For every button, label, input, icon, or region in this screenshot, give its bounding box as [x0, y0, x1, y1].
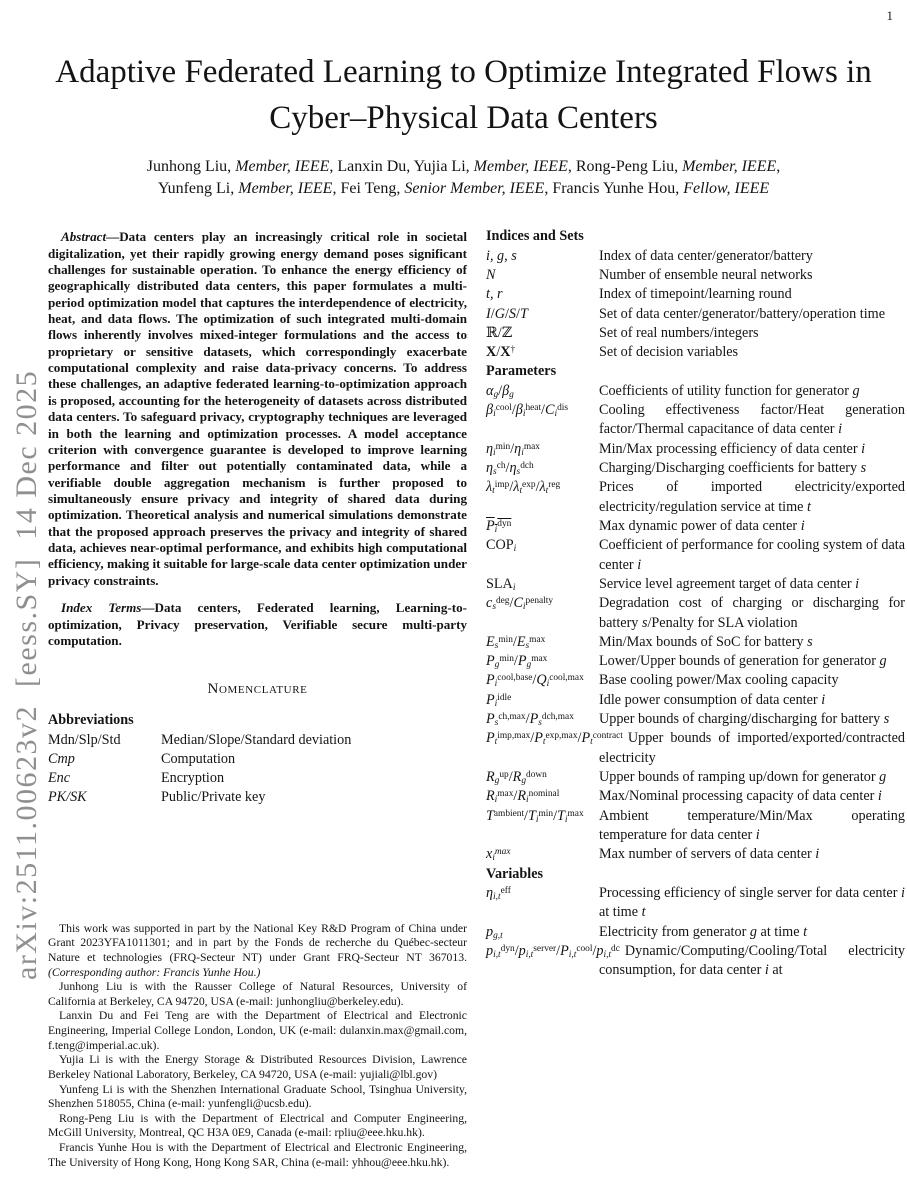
entry-description: Number of ensemble neural networks [599, 266, 813, 283]
entry-description: Upper bounds of charging/discharging for battery s [599, 711, 890, 728]
footnotes-block [48, 922, 467, 1175]
nomenclature-entry [486, 710, 905, 729]
entry-symbol: $\beta_i^{cool}/\beta_i^{heat}/C_i^{dis}$ [486, 402, 569, 420]
nomenclature-entry [486, 382, 905, 401]
entry-description: Encryption [161, 770, 225, 787]
nomenclature-sections [486, 227, 905, 1174]
entry-description: Max dynamic power of data center i [599, 517, 805, 534]
left-column [48, 227, 467, 1174]
nomenclature-entry [48, 788, 467, 807]
entry-description: Max/Nominal processing capacity of data center i [599, 788, 882, 805]
entry-symbol: $P_g^{min}/P_g^{max}$ [486, 653, 548, 671]
two-column-body [0, 227, 907, 1174]
nomenclature-entry [486, 575, 905, 594]
entry-symbol: I/G/S/T [486, 305, 528, 322]
nomenclature-entry [486, 691, 905, 710]
entry-description: Service level agreement target of data center i [599, 575, 860, 592]
nomenclature-entry [486, 478, 905, 517]
entry-symbol: $P_i^{cool,base}/Q_i^{cool,max}$ [486, 672, 584, 690]
nomenclature-entry [486, 536, 905, 575]
abbreviations-list [48, 731, 467, 808]
nomenclature-entry [486, 807, 905, 846]
entry-symbol: Enc [48, 770, 71, 787]
abstract-paragraph: Abstract—Data centers play an increasingly critical role in societal digitalization, yet their rapidly growing energy demand poses significant challenges for sustainable operation. To enhance the energy efficiency of geographically distributed data centers, this paper formulates a multi-period optimization model that captures the interdependence of electricity, heat, and data flows. The optimization of such integrated multi-domain flows inherently involves mixed-integer formulations and the access to proprietary or sensitive datasets, which correspondingly exacerbate computational complexity and raise data-privacy concerns. To address these challenges, an adaptive federated learning-to-optimization approach is proposed, accounting for the heterogeneity of datasets across distributed data centers. To safeguard privacy, cryptography techniques are leveraged in both the learning and optimization processes. A model acceptance criterion with convergence guarantee is developed to improve learning performance and filter out potentially contaminated data, while a verifiable double aggregation mechanism is further proposed to simultaneously ensure privacy and integrity of shared data during optimization. Theoretical analysis and numerical simulations demonstrate that the proposed approach preserves the privacy and integrity of shared data, achieves near-optimal performance, and exhibits high computational efficiency, making it suitable for large-scale data center optimization under privacy constraints. [48, 229, 467, 588]
nomenclature-entry [48, 769, 467, 788]
nomenclature-entry [486, 266, 905, 285]
entry-symbol: $P_i^{dyn}$ [486, 517, 512, 535]
entry-description: Charging/Discharging coefficients for battery s [599, 460, 867, 476]
entry-symbol: $P_s^{ch,max}/P_s^{dch,max}$ [486, 711, 574, 729]
abbreviations-section [48, 698, 467, 808]
entry-description: Degradation cost of charging or discharging for battery s/Penalty for SLA violation [599, 595, 905, 631]
nomenclature-entry [486, 401, 905, 440]
entry-symbol: $R_g^{up}/R_g^{down}$ [486, 769, 547, 787]
nomenclature-entry [486, 787, 905, 806]
entry-symbol: $\alpha_g/\beta_g$ [486, 382, 514, 400]
nomenclature-entry [486, 671, 905, 690]
nomenclature-heading: Nomenclature [207, 681, 308, 698]
entry-description: Public/Private key [161, 789, 266, 806]
footnote: Yunfeng Li is with the Shenzhen International Graduate School, Tsinghua University, Shenzhen 518055, China (e-mail: yunfengli@ucsb.edu). [48, 1082, 467, 1111]
entry-symbol: $\eta_{i,t}^{eff}$ [486, 884, 511, 902]
entry-symbol: $E_s^{min}/E_s^{max}$ [486, 633, 546, 651]
footnote: This work was supported in part by the National Key R&D Program of China under Grant 2023YFA1011301; and in part by the Fonds de recherche du Québec-secteur Nature et technologies (FRQ-Secteur NT) under Grant FRQ-Secteur NT 367013. (Corresponding author: Francis Yunhe Hou.) [48, 921, 467, 979]
footnote: Junhong Liu is with the Rausser College of Natural Resources, University of California at Berkeley, CA 94720, USA (e-mail: junhongliu@berkeley.edu). [48, 980, 467, 1008]
nomenclature-entry [486, 324, 905, 343]
entry-description: Max number of servers of data center i [599, 846, 820, 863]
footnote: Francis Yunhe Hou is with the Department of Electrical and Electronic Engineering, The University of Hong Kong, Hong Kong SAR, China (e-mail: yhhou@eee.hku.hk). [48, 1141, 467, 1169]
entry-symbol: $\lambda_t^{imp}/\lambda_t^{exp}/\lambda_t^{reg}$ [486, 479, 561, 497]
entry-description: Prices of imported electricity/exported electricity/regulation service at time t [599, 479, 905, 515]
entry-description: Coefficient of performance for cooling system of data center i [599, 537, 905, 573]
author-line-2: Yunfeng Li, Member, IEEE, Fei Teng, Senior Member, IEEE, Francis Yunhe Hou, Fellow, IEEE [157, 179, 770, 197]
footnote: Lanxin Du and Fei Teng are with the Department of Electrical and Electronic Engineering, Imperial College London, London, UK (e-mail: dulanxin.max@gmail.com, f.teng@imperial.ac.uk). [48, 1009, 467, 1052]
entry-symbol: i, g, s [486, 247, 517, 264]
index-terms-paragraph: Index Terms—Data centers, Federated learning, Learning-to-optimization, Privacy preservation, Verifiable secure multi-party computation. [48, 600, 468, 648]
entry-description: Processing efficiency of single server for data center i at time t [599, 884, 905, 921]
entry-symbol: ℝ/ℤ [486, 324, 513, 341]
nomenclature-section-heading: Indices and Sets [486, 228, 584, 245]
nomenclature-entry [48, 750, 467, 769]
entry-symbol: N [486, 266, 496, 283]
entry-description: Median/Slope/Standard deviation [161, 731, 352, 748]
entry-symbol: $P_t^{imp,max}/P_t^{exp,max}/P_t^{contract}$ [486, 730, 623, 748]
entry-description: Coefficients of utility function for generator g [599, 382, 860, 399]
nomenclature-entry [486, 633, 905, 652]
nomenclature-entry [486, 285, 905, 304]
entry-description: Index of data center/generator/battery [599, 247, 813, 264]
nomenclature-entry [486, 652, 905, 671]
nomenclature-entry [486, 594, 905, 633]
entry-symbol: $P_i^{idle}$ [486, 691, 512, 709]
nomenclature-entry [486, 440, 905, 459]
entry-symbol: PK/SK [48, 789, 87, 806]
nomenclature-entry [486, 343, 905, 362]
entry-symbol: $R_i^{max}/R_i^{nominal}$ [486, 788, 560, 806]
entry-symbol: $T^{ambient}/T_i^{min}/T_i^{max}$ [486, 807, 584, 825]
nomenclature-entry [486, 247, 905, 266]
entry-description: Idle power consumption of data center i [599, 691, 826, 708]
nomenclature-entry [486, 729, 905, 768]
nomenclature-entry [486, 305, 905, 324]
entry-symbol: $p_{i,t}^{dyn}/p_{i,t}^{server}/P_{i,t}^{cool}/p_{i,t}^{dc}$ [486, 942, 620, 960]
nomenclature-entry [486, 517, 905, 536]
author-line-1: Junhong Liu, Member, IEEE, Lanxin Du, Yujia Li, Member, IEEE, Rong-Peng Liu, Member, IEEE, [146, 158, 781, 176]
page-number: 1 [886, 8, 893, 23]
entry-symbol: X/X† [486, 344, 516, 361]
nomenclature-entry [486, 884, 905, 923]
footnote: Rong-Peng Liu is with the Department of Electrical and Computer Engineering, McGill University, Montreal, QC H3A 0E9, Canada (e-mail: rpliu@eee.hku.hk). [48, 1111, 467, 1140]
entry-description: Ambient temperature/Min/Max operating temperature for data center i [599, 807, 905, 843]
entry-symbol: Mdn/Slp/Std [48, 731, 121, 748]
entry-description: Set of decision variables [599, 344, 739, 361]
entry-description: Dynamic/Computing/Cooling/Total electricity consumption, for data center i at [599, 942, 905, 979]
entry-description: Base cooling power/Max cooling capacity [599, 672, 839, 689]
entry-symbol: $p_{g,t}$ [486, 923, 503, 941]
entry-symbol: $SLA_i$ [486, 575, 516, 593]
paper-title: Adaptive Federated Learning to Optimize Integrated Flows in Cyber–Physical Data Centers [55, 54, 872, 136]
entry-symbol: t, r [486, 286, 503, 303]
entry-symbol: Cmp [48, 750, 75, 767]
entry-description: Cooling effectiveness factor/Heat generation factor/Thermal capacitance of data center i [599, 402, 905, 438]
entry-description: Upper bounds of ramping up/down for generator g [599, 769, 887, 785]
nomenclature-entry [486, 942, 905, 981]
nomenclature-entry [486, 845, 905, 864]
entry-description: Index of timepoint/learning round [599, 286, 792, 303]
entry-description: Electricity from generator g at time t [599, 923, 808, 940]
arxiv-watermark: arXiv:2511.00623v2 [eess.SY] 14 Dec 2025 [10, 369, 43, 980]
entry-symbol: $\eta_i^{min}/\eta_i^{max}$ [486, 440, 540, 458]
entry-description: Set of real numbers/integers [599, 324, 759, 341]
entry-description: Set of data center/generator/battery/operation time [599, 305, 885, 322]
abbreviations-heading: Abbreviations [48, 712, 134, 729]
entry-description: Lower/Upper bounds of generation for generator g [599, 653, 887, 670]
nomenclature-section-heading: Variables [486, 865, 544, 882]
nomenclature-entry [486, 768, 905, 787]
entry-description: Upper bounds of imported/exported/contracted electricity [599, 730, 905, 766]
entry-description: Computation [161, 750, 236, 767]
entry-symbol: $\eta_s^{ch}/\eta_s^{dch}$ [486, 460, 534, 478]
nomenclature-entry [486, 459, 905, 478]
entry-symbol: $x_i^{max}$ [486, 846, 511, 864]
nomenclature-section-heading: Parameters [486, 363, 557, 380]
entry-description: Min/Max bounds of SoC for battery s [599, 633, 813, 650]
entry-symbol: $COP_i$ [486, 537, 517, 555]
footnote: Yujia Li is with the Energy Storage & Distributed Resources Division, Lawrence Berkeley National Laboratory, Berkeley, CA 94720, USA (e-mail: yujiali@lbl.gov) [48, 1053, 467, 1081]
entry-description: Min/Max processing efficiency of data center i [599, 440, 866, 457]
entry-symbol: $c_s^{deg}/C_i^{penalty}$ [486, 595, 554, 613]
nomenclature-entry [48, 731, 467, 750]
nomenclature-entry [486, 923, 905, 942]
